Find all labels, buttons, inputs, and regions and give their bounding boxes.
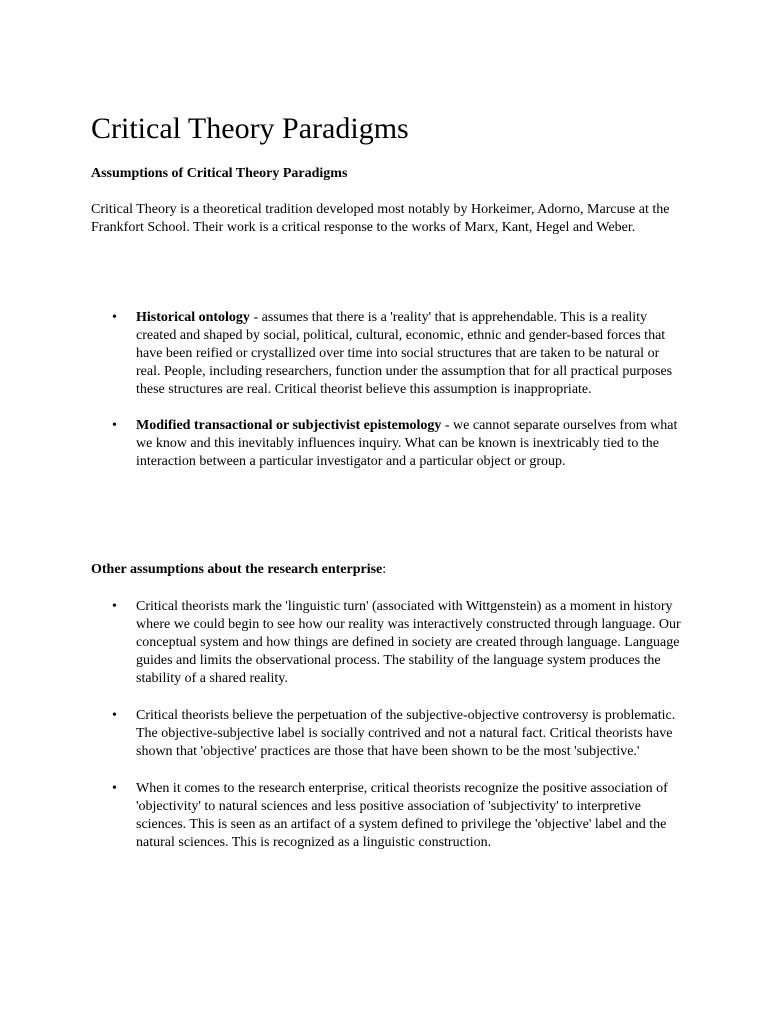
- bullet-icon: •: [112, 310, 117, 325]
- other-assumption-text: Critical theorists believe the perpetuation of the subjective-objective controversy is problematic. The objective-subjective label is socially contrived and not a natural fact. Critical theorists have shown that 'objective' practices are those that have been shown to be the most 'subjective.': [136, 708, 676, 759]
- intro-paragraph: Critical Theory is a theoretical tradition developed most notably by Horkeimer, Adorno, Marcuse at the Frankfort School. Their work is a critical response to the works of Marx, Kant, Hegel and Weber.: [91, 202, 670, 235]
- assumption-text: - assumes that there is a 'reality' that is apprehendable. This is a reality created and shaped by social, political, cultural, economic, ethnic and gender-based forces that have been reified or crystallized over time into social structures that are taken to be natural or real. People, including researchers, function under the assumption that for all practical purposes these structures are real. Critical theorist believe this assumption is inappropriate.: [136, 310, 673, 397]
- bullet-icon: •: [112, 599, 117, 614]
- list-item: [0, 707, 684, 761]
- list-item: [0, 417, 684, 471]
- assumption-term: Historical ontology: [136, 310, 250, 325]
- assumptions-heading: Assumptions of Critical Theory Paradigms: [91, 166, 348, 181]
- other-assumptions-heading: [91, 561, 386, 579]
- bullet-icon: •: [112, 418, 117, 433]
- other-heading-text: Other assumptions about the research enterprise: [91, 562, 383, 577]
- assumptions-list: [0, 309, 768, 471]
- list-item: [0, 309, 684, 399]
- other-heading-suffix: :: [382, 562, 387, 577]
- assumption-text: - we cannot separate ourselves from what we know and this inevitably influences inquiry. What can be known is inextricably tied to the interaction between a particular investigator and a particular object or group.: [136, 418, 678, 469]
- list-item: [0, 598, 684, 688]
- bullet-icon: •: [112, 781, 117, 796]
- other-assumption-text: Critical theorists mark the 'linguistic turn' (associated with Wittgenstein) as a moment in history where we could begin to see how our reality was interactively constructed through language. Our conceptual system and how things are defined in society are created through language. Language guides and limits the observational process. The stability of the language system produces the stability of a shared reality.: [136, 599, 681, 686]
- other-assumptions-list: [0, 598, 768, 852]
- page-title: Critical Theory Paradigms: [91, 112, 409, 145]
- list-item: [0, 780, 684, 852]
- assumption-term: Modified transactional or subjectivist epistemology: [136, 418, 442, 433]
- bullet-icon: •: [112, 708, 117, 723]
- other-assumption-text: When it comes to the research enterprise, critical theorists recognize the positive association of 'objectivity' to natural sciences and less positive association of 'subjectivity' to interpretive sciences. This is seen as an artifact of a system defined to privilege the 'objective' label and the natural sciences. This is recognized as a linguistic construction.: [136, 781, 668, 850]
